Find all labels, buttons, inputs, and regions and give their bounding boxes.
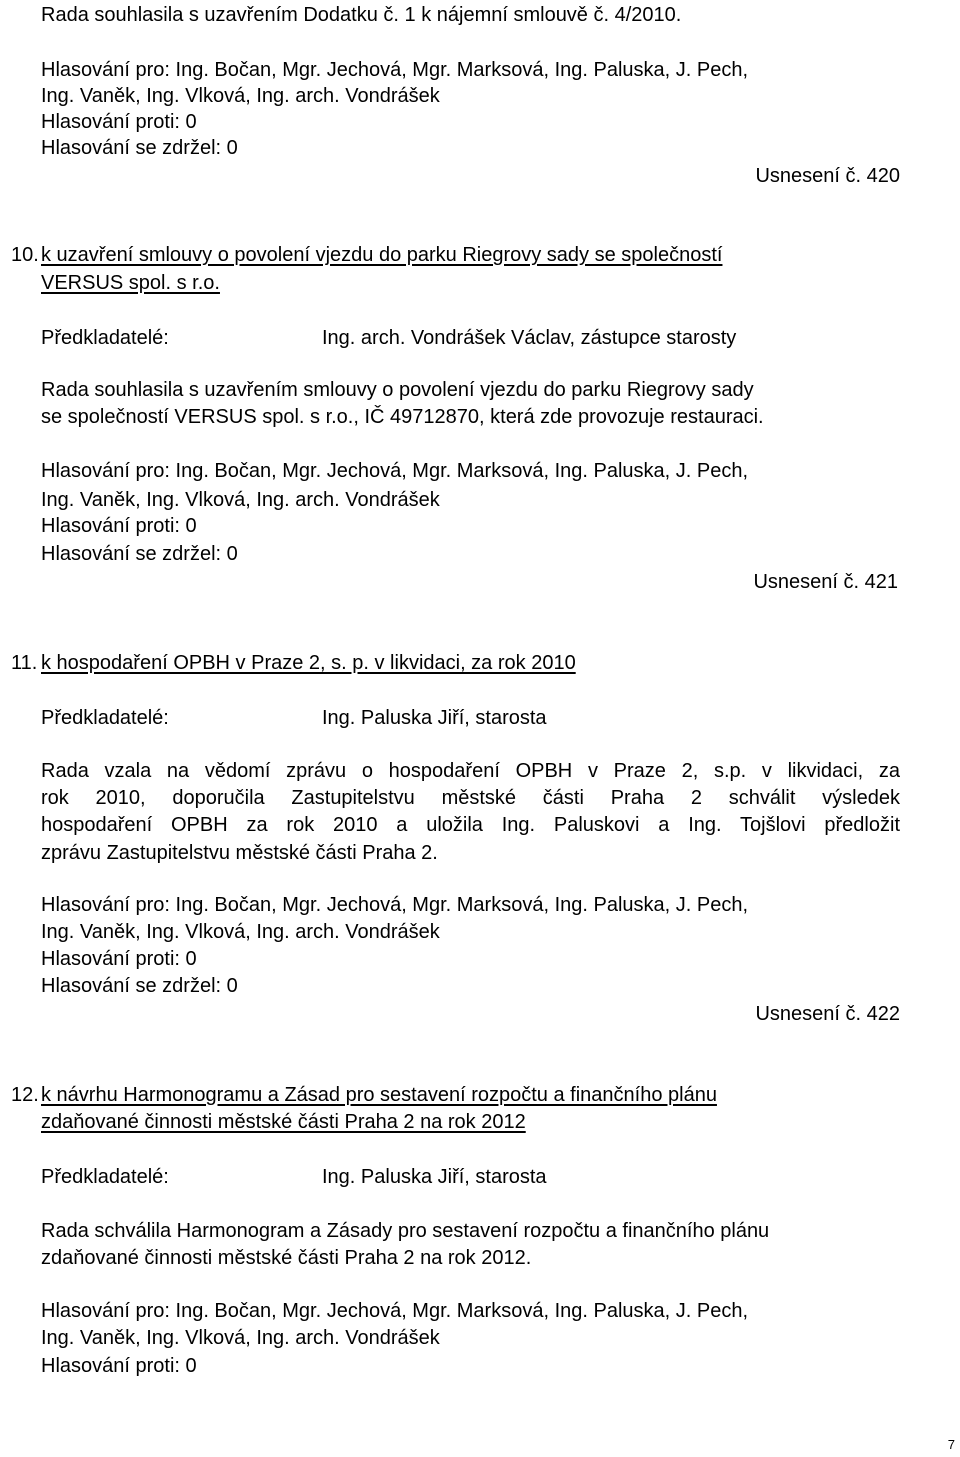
item12-result-1: Rada schválila Harmonogram a Zásady pro sestavení rozpočtu a finančního plánu <box>41 1220 770 1242</box>
item10-presenter: Ing. arch. Vondrášek Václav, zástupce starosty <box>322 327 737 349</box>
item11-result-4: zprávu Zastupitelstvu městské části Praha 2. <box>41 842 438 864</box>
item11-number: 11. <box>11 652 38 674</box>
item11-result-3: hospodaření OPBH za rok 2010 a uložila Ing. Paluskovi a Ing. Tojšlovi předložit <box>41 814 900 836</box>
item12-presenter: Ing. Paluska Jiří, starosta <box>322 1166 547 1188</box>
intro-vote-abstain: Hlasování se zdržel: 0 <box>41 137 238 159</box>
intro-vote-for-2: Ing. Vaněk, Ing. Vlková, Ing. arch. Vondrášek <box>41 85 440 107</box>
item10-title-1: k uzavření smlouvy o povolení vjezdu do parku Riegrovy sady se společností <box>41 244 723 266</box>
intro-resolution: Usnesení č. 420 <box>755 165 900 187</box>
item10-vote-against: Hlasování proti: 0 <box>41 515 197 537</box>
item12-number: 12. <box>11 1084 39 1106</box>
item12-result-2: zdaňované činnosti městské části Praha 2 na rok 2012. <box>41 1247 532 1269</box>
item10-result-2: se společností VERSUS spol. s r.o., IČ 49712870, která zde provozuje restauraci. <box>41 406 764 428</box>
item11-presenter-label: Předkladatelé: <box>41 707 169 729</box>
item11-vote-for-1: Hlasování pro: Ing. Bočan, Mgr. Jechová, Mgr. Marksová, Ing. Paluska, J. Pech, <box>41 894 749 916</box>
item11-presenter: Ing. Paluska Jiří, starosta <box>322 707 547 729</box>
item10-vote-for-2: Ing. Vaněk, Ing. Vlková, Ing. arch. Vondrášek <box>41 489 440 511</box>
item11-result-2: rok 2010, doporučila Zastupitelstvu městské části Praha 2 schválit výsledek <box>41 787 900 809</box>
item11-title-1: k hospodaření OPBH v Praze 2, s. p. v likvidaci, za rok 2010 <box>41 652 576 674</box>
intro-vote-for-1: Hlasování pro: Ing. Bočan, Mgr. Jechová, Mgr. Marksová, Ing. Paluska, J. Pech, <box>41 59 749 81</box>
item10-vote-abstain: Hlasování se zdržel: 0 <box>41 543 238 565</box>
intro-vote-against: Hlasování proti: 0 <box>41 111 197 133</box>
item11-vote-for-2: Ing. Vaněk, Ing. Vlková, Ing. arch. Vondrášek <box>41 921 440 943</box>
item10-resolution: Usnesení č. 421 <box>753 571 898 593</box>
item10-result-1: Rada souhlasila s uzavřením smlouvy o povolení vjezdu do parku Riegrovy sady <box>41 379 754 401</box>
intro-result: Rada souhlasila s uzavřením Dodatku č. 1 k nájemní smlouvě č. 4/2010. <box>41 4 682 26</box>
item10-vote-for-1: Hlasování pro: Ing. Bočan, Mgr. Jechová, Mgr. Marksová, Ing. Paluska, J. Pech, <box>41 460 749 482</box>
page-number: 7 <box>947 1437 955 1452</box>
item10-number: 10. <box>11 244 39 266</box>
item12-title-1: k návrhu Harmonogramu a Zásad pro sestavení rozpočtu a finančního plánu <box>41 1084 717 1106</box>
item11-vote-against: Hlasování proti: 0 <box>41 948 197 970</box>
item12-title-2: zdaňované činnosti městské části Praha 2 na rok 2012 <box>41 1111 526 1133</box>
item10-title-2: VERSUS spol. s r.o. <box>41 272 220 294</box>
item12-presenter-label: Předkladatelé: <box>41 1166 169 1188</box>
item10-presenter-label: Předkladatelé: <box>41 327 169 349</box>
item12-vote-for-2: Ing. Vaněk, Ing. Vlková, Ing. arch. Vondrášek <box>41 1327 440 1349</box>
item11-result-1: Rada vzala na vědomí zprávu o hospodaření OPBH v Praze 2, s.p. v likvidaci, za <box>41 760 900 782</box>
item11-resolution: Usnesení č. 422 <box>755 1003 900 1025</box>
item11-vote-abstain: Hlasování se zdržel: 0 <box>41 975 238 997</box>
item12-vote-for-1: Hlasování pro: Ing. Bočan, Mgr. Jechová, Mgr. Marksová, Ing. Paluska, J. Pech, <box>41 1300 749 1322</box>
item12-vote-against: Hlasování proti: 0 <box>41 1355 197 1377</box>
